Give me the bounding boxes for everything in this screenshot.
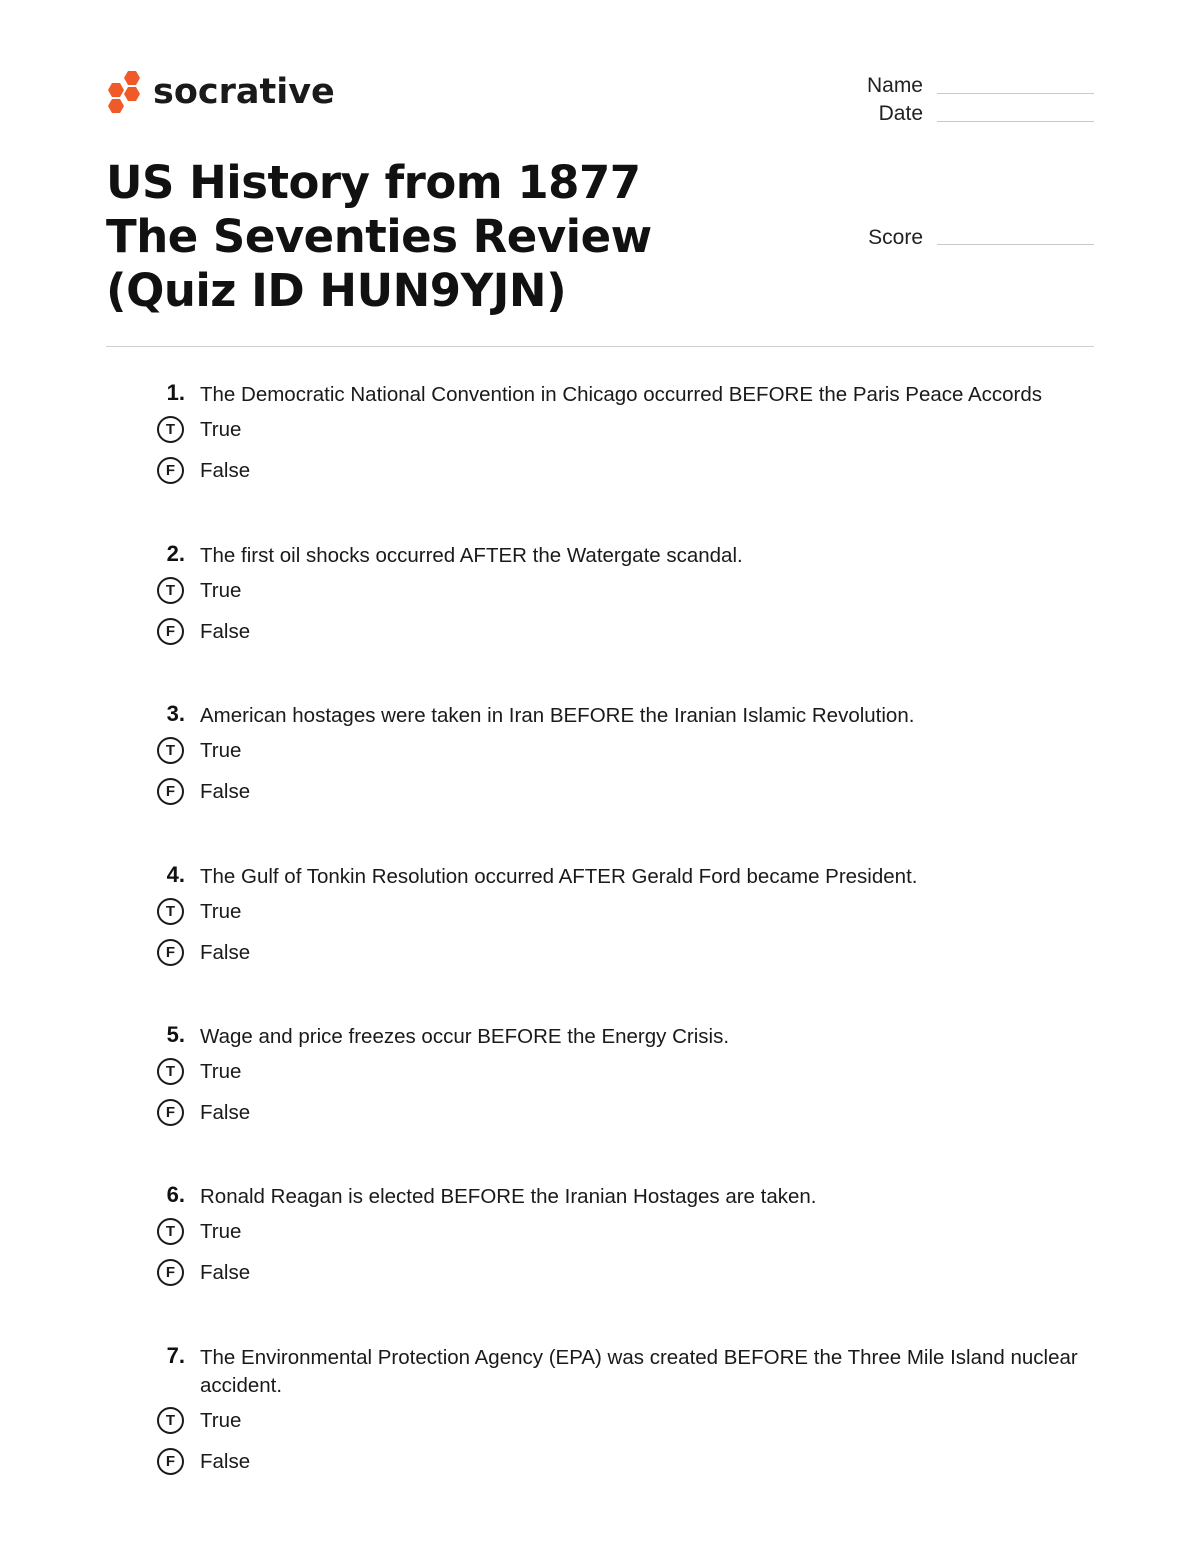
- question-text: American hostages were taken in Iran BEFORE the Iranian Islamic Revolution.: [200, 704, 915, 727]
- question-number: 3.: [166, 701, 185, 726]
- question-5: [156, 1023, 1096, 1131]
- answer-bubble-t[interactable]: T: [157, 416, 184, 443]
- question-number: 7.: [166, 1343, 185, 1368]
- question-6: [156, 1183, 1096, 1291]
- option-label: True: [200, 1220, 242, 1243]
- option-label: False: [200, 780, 251, 803]
- option-label: True: [200, 579, 242, 602]
- answer-bubble-t[interactable]: T: [157, 577, 184, 604]
- option-true[interactable]: [156, 898, 1096, 930]
- answer-bubble-t[interactable]: T: [157, 1218, 184, 1245]
- question-text: Ronald Reagan is elected BEFORE the Iranian Hostages are taken.: [200, 1185, 817, 1208]
- option-label: True: [200, 739, 242, 762]
- question-4: [156, 863, 1096, 971]
- question-text: The Gulf of Tonkin Resolution occurred AFTER Gerald Ford became President.: [200, 865, 918, 888]
- question-text: The Democratic National Convention in Chicago occurred BEFORE the Paris Peace Accords: [200, 383, 1043, 406]
- score-field[interactable]: [937, 244, 1094, 245]
- quiz-title: US History from 1877 The Seventies Review (Quiz ID HUN9YJN): [106, 156, 652, 317]
- question-header: [156, 1344, 1096, 1400]
- question-header: [156, 863, 1096, 891]
- question-header: [156, 1023, 1096, 1051]
- question-text: The Environmental Protection Agency (EPA) was created BEFORE the Three Mile Island nuclear accident.: [200, 1346, 1078, 1397]
- option-true[interactable]: [156, 416, 1096, 448]
- option-true[interactable]: [156, 1218, 1096, 1250]
- socrative-logo: [106, 68, 335, 118]
- answer-bubble-t[interactable]: T: [157, 1407, 184, 1434]
- option-false[interactable]: [156, 939, 1096, 971]
- option-true[interactable]: [156, 737, 1096, 769]
- question-header: [156, 381, 1096, 409]
- option-false[interactable]: [156, 457, 1096, 489]
- question-text: The first oil shocks occurred AFTER the Watergate scandal.: [200, 544, 743, 567]
- question-header: [156, 702, 1096, 730]
- header-divider: [106, 346, 1094, 347]
- question-number: 1.: [166, 380, 185, 405]
- option-true[interactable]: [156, 1058, 1096, 1090]
- question-1: [156, 381, 1096, 489]
- question-number: 2.: [166, 541, 185, 566]
- answer-bubble-f[interactable]: F: [157, 778, 184, 805]
- answer-bubble-t[interactable]: T: [157, 737, 184, 764]
- answer-bubble-f[interactable]: F: [157, 1259, 184, 1286]
- option-label: False: [200, 1261, 251, 1284]
- question-2: [156, 542, 1096, 650]
- question-number: 5.: [166, 1022, 185, 1047]
- option-false[interactable]: [156, 1259, 1096, 1291]
- score-label: Score: [868, 226, 923, 249]
- question-number: 6.: [166, 1182, 185, 1207]
- question-header: [156, 542, 1096, 570]
- option-true[interactable]: [156, 577, 1096, 609]
- question-3: [156, 702, 1096, 810]
- option-true[interactable]: [156, 1407, 1096, 1439]
- name-field[interactable]: [937, 93, 1094, 94]
- option-label: False: [200, 459, 251, 482]
- option-label: False: [200, 620, 251, 643]
- option-label: False: [200, 1101, 251, 1124]
- date-field[interactable]: [937, 121, 1094, 122]
- option-label: False: [200, 941, 251, 964]
- question-header: [156, 1183, 1096, 1211]
- answer-bubble-f[interactable]: F: [157, 1099, 184, 1126]
- hexagon-cluster-icon: [106, 70, 142, 116]
- answer-bubble-f[interactable]: F: [157, 618, 184, 645]
- answer-bubble-t[interactable]: T: [157, 1058, 184, 1085]
- answer-bubble-f[interactable]: F: [157, 939, 184, 966]
- option-label: True: [200, 418, 242, 441]
- option-false[interactable]: [156, 618, 1096, 650]
- name-label: Name: [866, 74, 923, 97]
- answer-bubble-f[interactable]: F: [157, 457, 184, 484]
- option-label: True: [200, 1409, 242, 1432]
- question-7: [156, 1344, 1096, 1480]
- date-label: Date: [878, 102, 923, 125]
- option-label: False: [200, 1450, 251, 1473]
- option-label: True: [200, 1060, 242, 1083]
- option-false[interactable]: [156, 1099, 1096, 1131]
- brand-name: socrative: [153, 72, 335, 112]
- option-false[interactable]: [156, 1448, 1096, 1480]
- option-label: True: [200, 900, 242, 923]
- question-text: Wage and price freezes occur BEFORE the Energy Crisis.: [200, 1025, 730, 1048]
- question-number: 4.: [166, 862, 185, 887]
- answer-bubble-t[interactable]: T: [157, 898, 184, 925]
- option-false[interactable]: [156, 778, 1096, 810]
- answer-bubble-f[interactable]: F: [157, 1448, 184, 1475]
